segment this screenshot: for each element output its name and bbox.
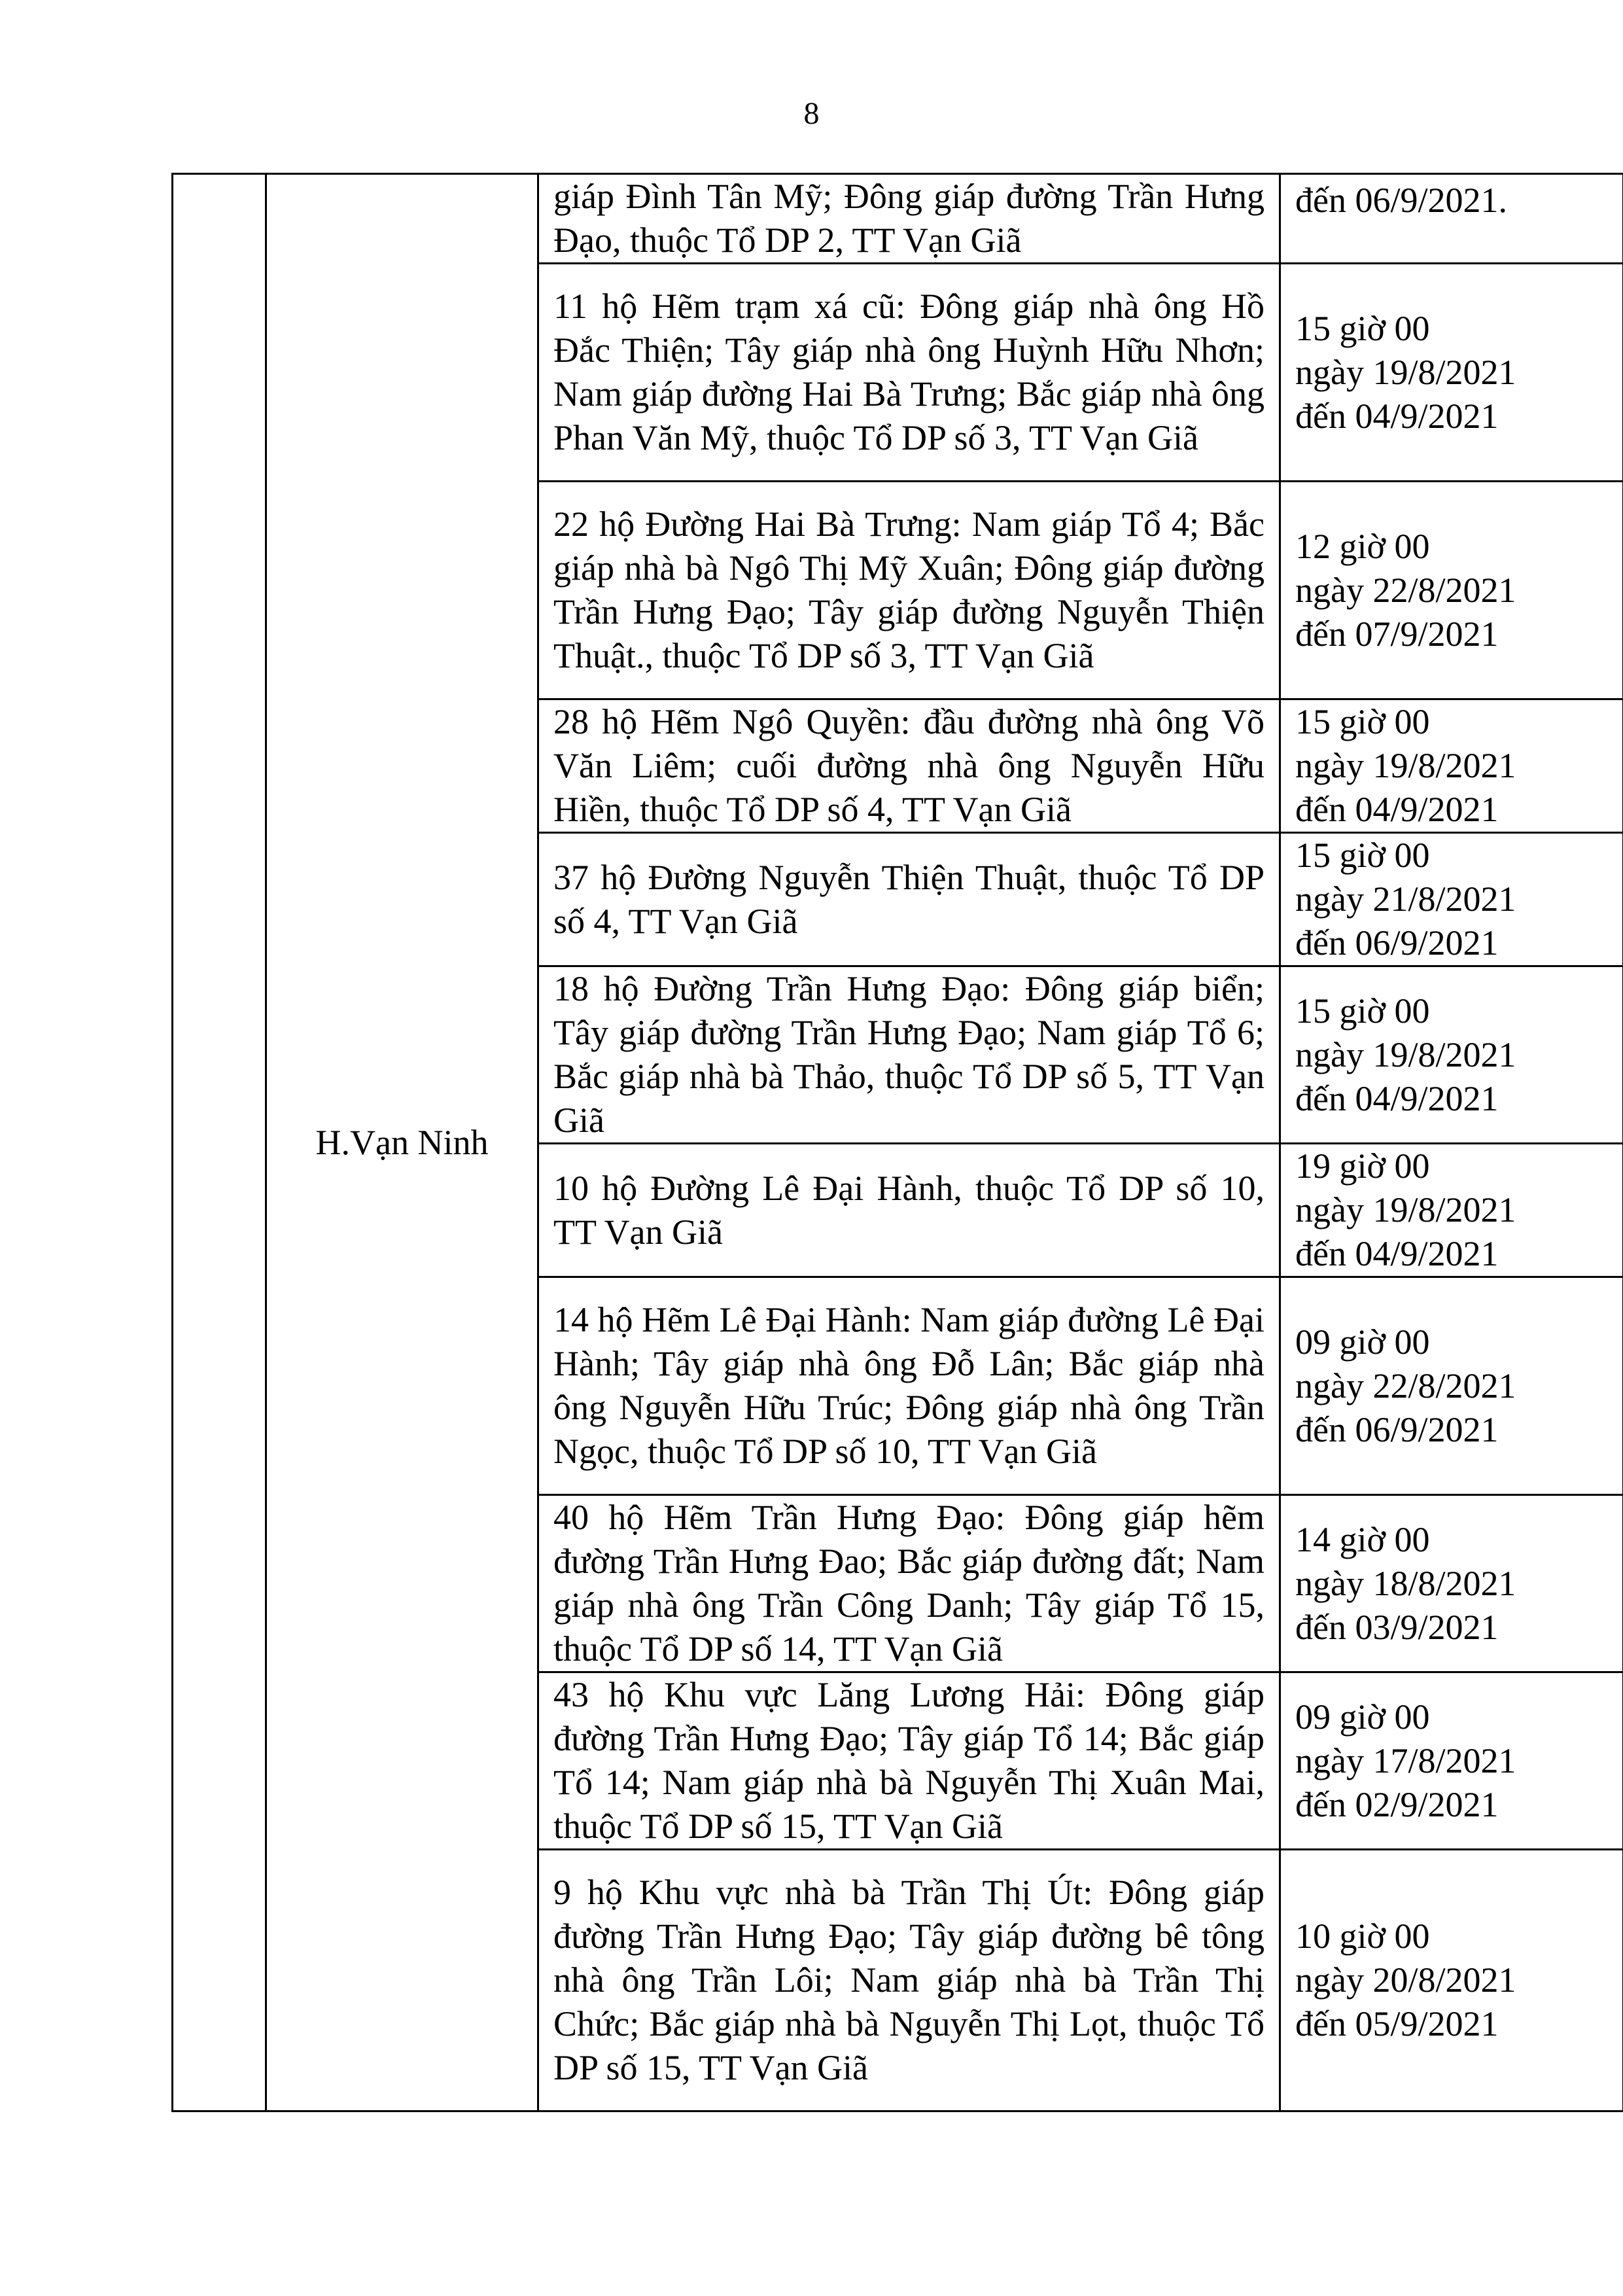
area-text: 28 hộ Hẽm Ngô Quyền: đầu đường nhà ông Võ Văn Liêm; cuối đường nhà ông Nguyễn Hữu Hiền, thuộc Tổ DP số 4, TT Vạn Giã — [553, 702, 1265, 829]
area-cell — [538, 966, 1280, 1144]
time-line: đến 04/9/2021 — [1295, 1234, 1499, 1273]
time-cell — [1280, 833, 1623, 966]
area-text: 9 hộ Khu vực nhà bà Trần Thị Út: Đông giáp đường Trần Hưng Đạo; Tây giáp đường bê tông nhà ông Trần Lôi; Nam giáp nhà bà Trần Thị Chức; Bắc giáp nhà bà Nguyễn Thị Lọt, thuộc Tổ DP số 15, TT Vạn Giã — [553, 1873, 1265, 2087]
time-cell — [1280, 482, 1623, 699]
area-cell — [538, 174, 1280, 264]
time-line: 09 giờ 00 — [1295, 1322, 1430, 1362]
area-cell — [538, 1144, 1280, 1277]
time-line: đến 04/9/2021 — [1295, 790, 1499, 829]
area-cell — [538, 833, 1280, 966]
area-cell — [538, 1850, 1280, 2111]
time-line: 14 giờ 00 — [1295, 1519, 1430, 1559]
time-line: ngày 17/8/2021 — [1295, 1740, 1516, 1780]
time-line: 10 giờ 00 — [1295, 1916, 1430, 1956]
time-line: ngày 18/8/2021 — [1295, 1563, 1516, 1603]
time-line: đến 06/9/2021. — [1295, 181, 1507, 220]
time-cell — [1280, 1672, 1623, 1850]
time-line: 19 giờ 00 — [1295, 1146, 1430, 1186]
time-line: 15 giờ 00 — [1295, 702, 1430, 741]
time-line: ngày 19/8/2021 — [1295, 1190, 1516, 1229]
time-line: ngày 22/8/2021 — [1295, 1366, 1516, 1405]
time-cell — [1280, 1850, 1623, 2111]
area-text: 22 hộ Đường Hai Bà Trưng: Nam giáp Tổ 4; Bắc giáp nhà bà Ngô Thị Mỹ Xuân; Đông giáp đường Trần Hưng Đạo; Tây giáp đường Nguyễn Thiện Thuật., thuộc Tổ DP số 3, TT Vạn Giã — [553, 504, 1265, 675]
area-text: giáp Đình Tân Mỹ; Đông giáp đường Trần Hưng Đạo, thuộc Tổ DP 2, TT Vạn Giã — [553, 177, 1265, 260]
time-line: ngày 22/8/2021 — [1295, 570, 1516, 610]
time-cell — [1280, 264, 1623, 482]
district-cell: H.Vạn Ninh — [266, 174, 538, 2111]
time-line: đến 07/9/2021 — [1295, 614, 1499, 654]
time-cell — [1280, 1144, 1623, 1277]
area-cell — [538, 482, 1280, 699]
area-cell — [538, 1495, 1280, 1672]
area-cell — [538, 264, 1280, 482]
time-cell — [1280, 174, 1623, 264]
time-line: ngày 19/8/2021 — [1295, 1034, 1516, 1074]
time-line: đến 06/9/2021 — [1295, 1409, 1499, 1449]
table-row — [173, 174, 1623, 264]
time-cell — [1280, 966, 1623, 1144]
time-line: ngày 19/8/2021 — [1295, 352, 1516, 392]
time-line: đến 04/9/2021 — [1295, 396, 1499, 436]
area-text: 18 hộ Đường Trần Hưng Đạo: Đông giáp biển; Tây giáp đường Trần Hưng Đạo; Nam giáp Tổ 6; Bắc giáp nhà bà Thảo, thuộc Tổ DP số 5, TT Vạn Giã — [553, 969, 1265, 1140]
page-number: 8 — [803, 96, 820, 131]
time-cell — [1280, 1495, 1623, 1672]
area-text: 10 hộ Đường Lê Đại Hành, thuộc Tổ DP số 10, TT Vạn Giã — [553, 1168, 1265, 1252]
time-cell — [1280, 1277, 1623, 1495]
area-text: 43 hộ Khu vực Lăng Lương Hải: Đông giáp đường Trần Hưng Đạo; Tây giáp Tổ 14; Bắc giáp Tổ 14; Nam giáp nhà bà Nguyễn Thị Xuân Mai, thuộc Tổ DP số 15, TT Vạn Giã — [553, 1675, 1265, 1846]
time-line: ngày 19/8/2021 — [1295, 746, 1516, 785]
time-line: ngày 20/8/2021 — [1295, 1960, 1516, 2000]
area-text: 14 hộ Hẽm Lê Đại Hành: Nam giáp đường Lê Đại Hành; Tây giáp nhà ông Đỗ Lân; Bắc giáp nhà ông Nguyễn Hữu Trúc; Đông giáp nhà ông Trần Ngọc, thuộc Tổ DP số 10, TT Vạn Giã — [553, 1300, 1265, 1471]
area-text: 11 hộ Hẽm trạm xá cũ: Đông giáp nhà ông Hồ Đắc Thiện; Tây giáp nhà ông Huỳnh Hữu Nhơn; Nam giáp đường Hai Bà Trưng; Bắc giáp nhà ông Phan Văn Mỹ, thuộc Tổ DP số 3, TT Vạn Giã — [553, 287, 1265, 457]
time-line: đến 06/9/2021 — [1295, 923, 1499, 963]
time-line: 15 giờ 00 — [1295, 836, 1430, 875]
area-cell — [538, 1672, 1280, 1850]
time-line: ngày 21/8/2021 — [1295, 879, 1516, 919]
time-cell — [1280, 699, 1623, 833]
area-cell — [538, 1277, 1280, 1495]
area-text: 37 hộ Đường Nguyễn Thiện Thuật, thuộc Tổ DP số 4, TT Vạn Giã — [553, 857, 1265, 941]
time-line: 15 giờ 00 — [1295, 991, 1430, 1031]
index-cell — [173, 174, 266, 2111]
time-line: 09 giờ 00 — [1295, 1697, 1430, 1737]
time-line: 15 giờ 00 — [1295, 308, 1430, 348]
quarantine-table — [171, 173, 1623, 2112]
area-cell — [538, 699, 1280, 833]
area-text: 40 hộ Hẽm Trần Hưng Đạo: Đông giáp hẽm đường Trần Hưng Đao; Bắc giáp đường đất; Nam giáp nhà ông Trần Công Danh; Tây giáp Tổ 15, thuộc Tổ DP số 14, TT Vạn Giã — [553, 1498, 1265, 1669]
time-line: đến 05/9/2021 — [1295, 2004, 1499, 2043]
time-line: đến 03/9/2021 — [1295, 1607, 1499, 1647]
time-line: đến 04/9/2021 — [1295, 1078, 1499, 1118]
time-line: đến 02/9/2021 — [1295, 1784, 1499, 1824]
time-line: 12 giờ 00 — [1295, 526, 1430, 566]
